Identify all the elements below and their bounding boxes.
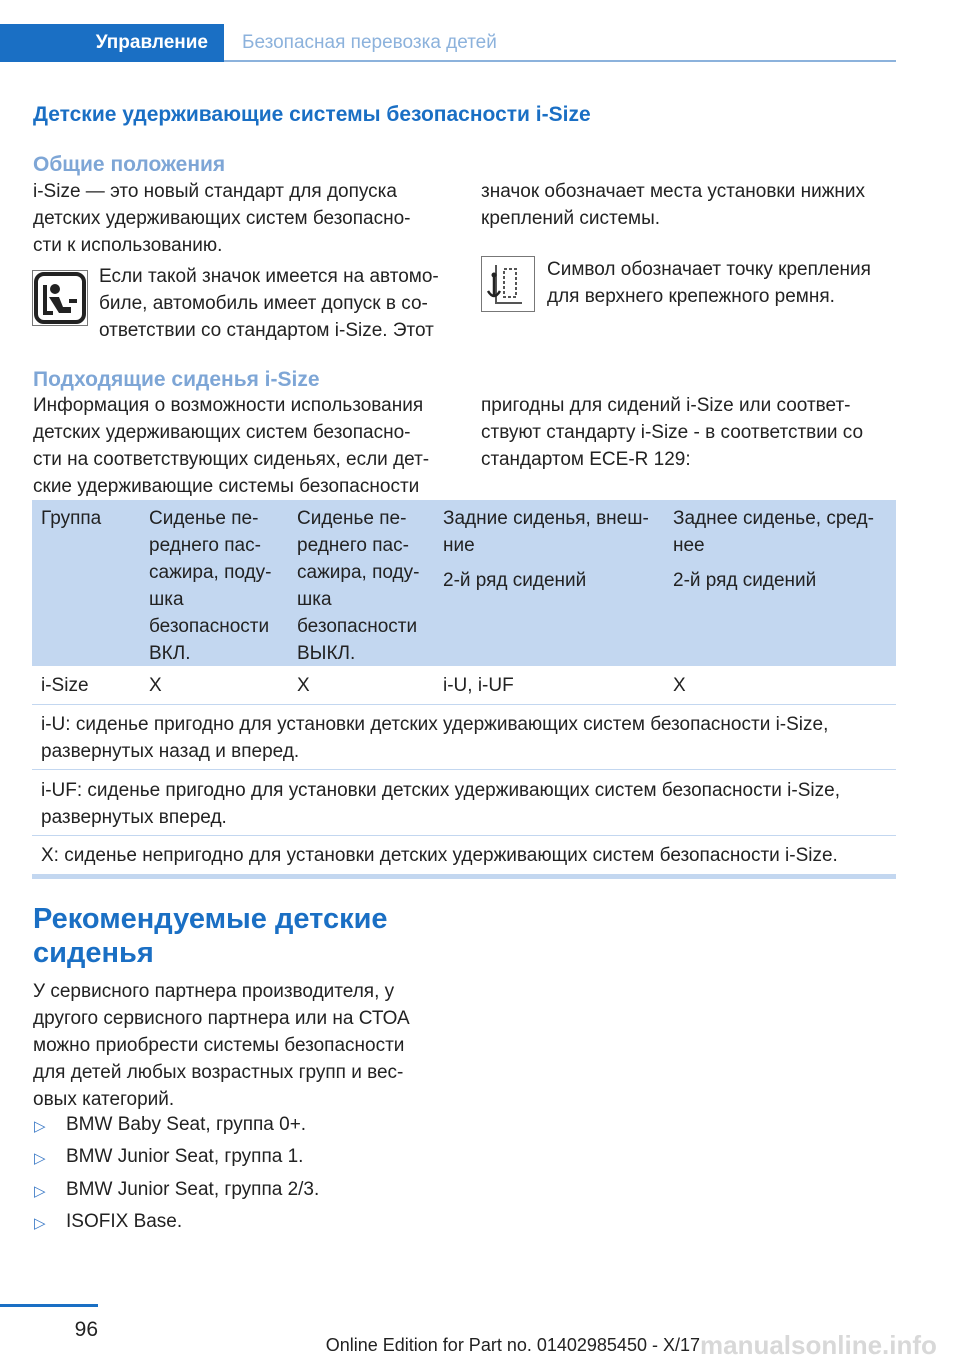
- page-number: 96: [74, 1318, 98, 1341]
- edition-info: Online Edition for Part no. 01402985450 - X/17: [325, 1335, 700, 1355]
- table-divider: [32, 835, 896, 836]
- tab-control-label: Управление: [95, 32, 208, 53]
- suitable-left-text: Информация о возможности использования детских удерживающих систем безопасно- сти на соответствующих сиденьях, если дет- ские удерживающие системы безопасности: [33, 395, 430, 497]
- list-item: ISOFIX Base.: [66, 1211, 183, 1232]
- tab-child-safety-label: Безопасная перевозка детей: [242, 32, 497, 53]
- general-right-text: значок обозначает места установки нижних креплений системы.: [481, 181, 866, 229]
- table-header-rear-center: Заднее сиденье, сред- нее 2-й ряд сидений: [673, 508, 874, 591]
- table-cell-group: i-Size: [41, 675, 89, 696]
- section-subtitle-general: Общие положения: [33, 153, 226, 176]
- table-divider: [32, 704, 896, 705]
- bullet-triangle-icon: ▷: [34, 1183, 46, 1200]
- top-tether-anchor-icon: [481, 256, 535, 312]
- table-note-iuf: i-UF: сиденье пригодно для установки детских удерживающих систем безопасности i-Size, развернутых вперед.: [41, 780, 840, 828]
- bullet-triangle-icon: ▷: [34, 1215, 46, 1232]
- list-item: BMW Junior Seat, группа 1.: [66, 1146, 304, 1167]
- tab-child-safety[interactable]: [224, 24, 896, 62]
- section-title-recommended: Рекомендуемые детские сиденья: [33, 903, 388, 969]
- icon1-description: Если такой значок имеется на автомо- биле, автомобиль имеет допуск в со- ответствии со стандартом i-Size. Этот: [99, 266, 439, 341]
- list-item: BMW Baby Seat, группа 0+.: [66, 1114, 307, 1135]
- page-number-rule: [0, 1304, 98, 1307]
- icon2-description: Символ обозначает точку крепления для верхнего крепежного ремня.: [547, 259, 871, 307]
- recommended-text: У сервисного партнера производителя, у другого сервисного партнера или на СТОА можно приобрести системы безопасности для детей любых возрастных групп и вес- овых категорий.: [33, 981, 410, 1110]
- table-cell-front-on: X: [149, 675, 162, 696]
- table-cell-front-off: X: [297, 675, 310, 696]
- table-bottom-rule: [32, 874, 896, 879]
- tab-control[interactable]: [0, 24, 224, 62]
- table-cell-rear-center: X: [673, 675, 686, 696]
- section-subtitle-suitable: Подходящие сиденья i-Size: [33, 368, 320, 391]
- section-title-isize: Детские удерживающие системы безопасности i-Size: [33, 103, 591, 126]
- bullet-triangle-icon: ▷: [34, 1118, 46, 1135]
- table-note-iu: i-U: сиденье пригодно для установки детских удерживающих систем безопасности i-Size, развернутых назад и вперед.: [41, 714, 829, 762]
- suitable-right-text: пригодны для сидений i-Size или соответ- ствуют стандарту i-Size - в соответствии со стандартом ECE-R 129:: [481, 395, 864, 470]
- table-header-front-on: Сиденье пе- реднего пас- сажира, поду- шка безопасности ВКЛ.: [149, 508, 272, 664]
- table-divider: [32, 769, 896, 770]
- watermark: manualsonline.info: [700, 1330, 937, 1360]
- table-header-rear-outer: Задние сиденья, внеш- ние 2-й ряд сидений: [443, 508, 649, 591]
- table-cell-rear-outer: i-U, i-UF: [443, 675, 514, 696]
- isize-seat-icon: [32, 270, 88, 326]
- general-left-text: i-Size — это новый стандарт для допуска детских удерживающих систем безопасно- сти к использованию.: [33, 181, 411, 256]
- table-header-group: Группа: [41, 508, 102, 529]
- list-item: BMW Junior Seat, группа 2/3.: [66, 1179, 320, 1200]
- table-note-x: X: сиденье непригодно для установки детских удерживающих систем безопасности i-Size.: [41, 845, 838, 866]
- bullet-triangle-icon: ▷: [34, 1150, 46, 1167]
- table-header-front-off: Сиденье пе- реднего пас- сажира, поду- шка безопасности ВЫКЛ.: [297, 508, 420, 664]
